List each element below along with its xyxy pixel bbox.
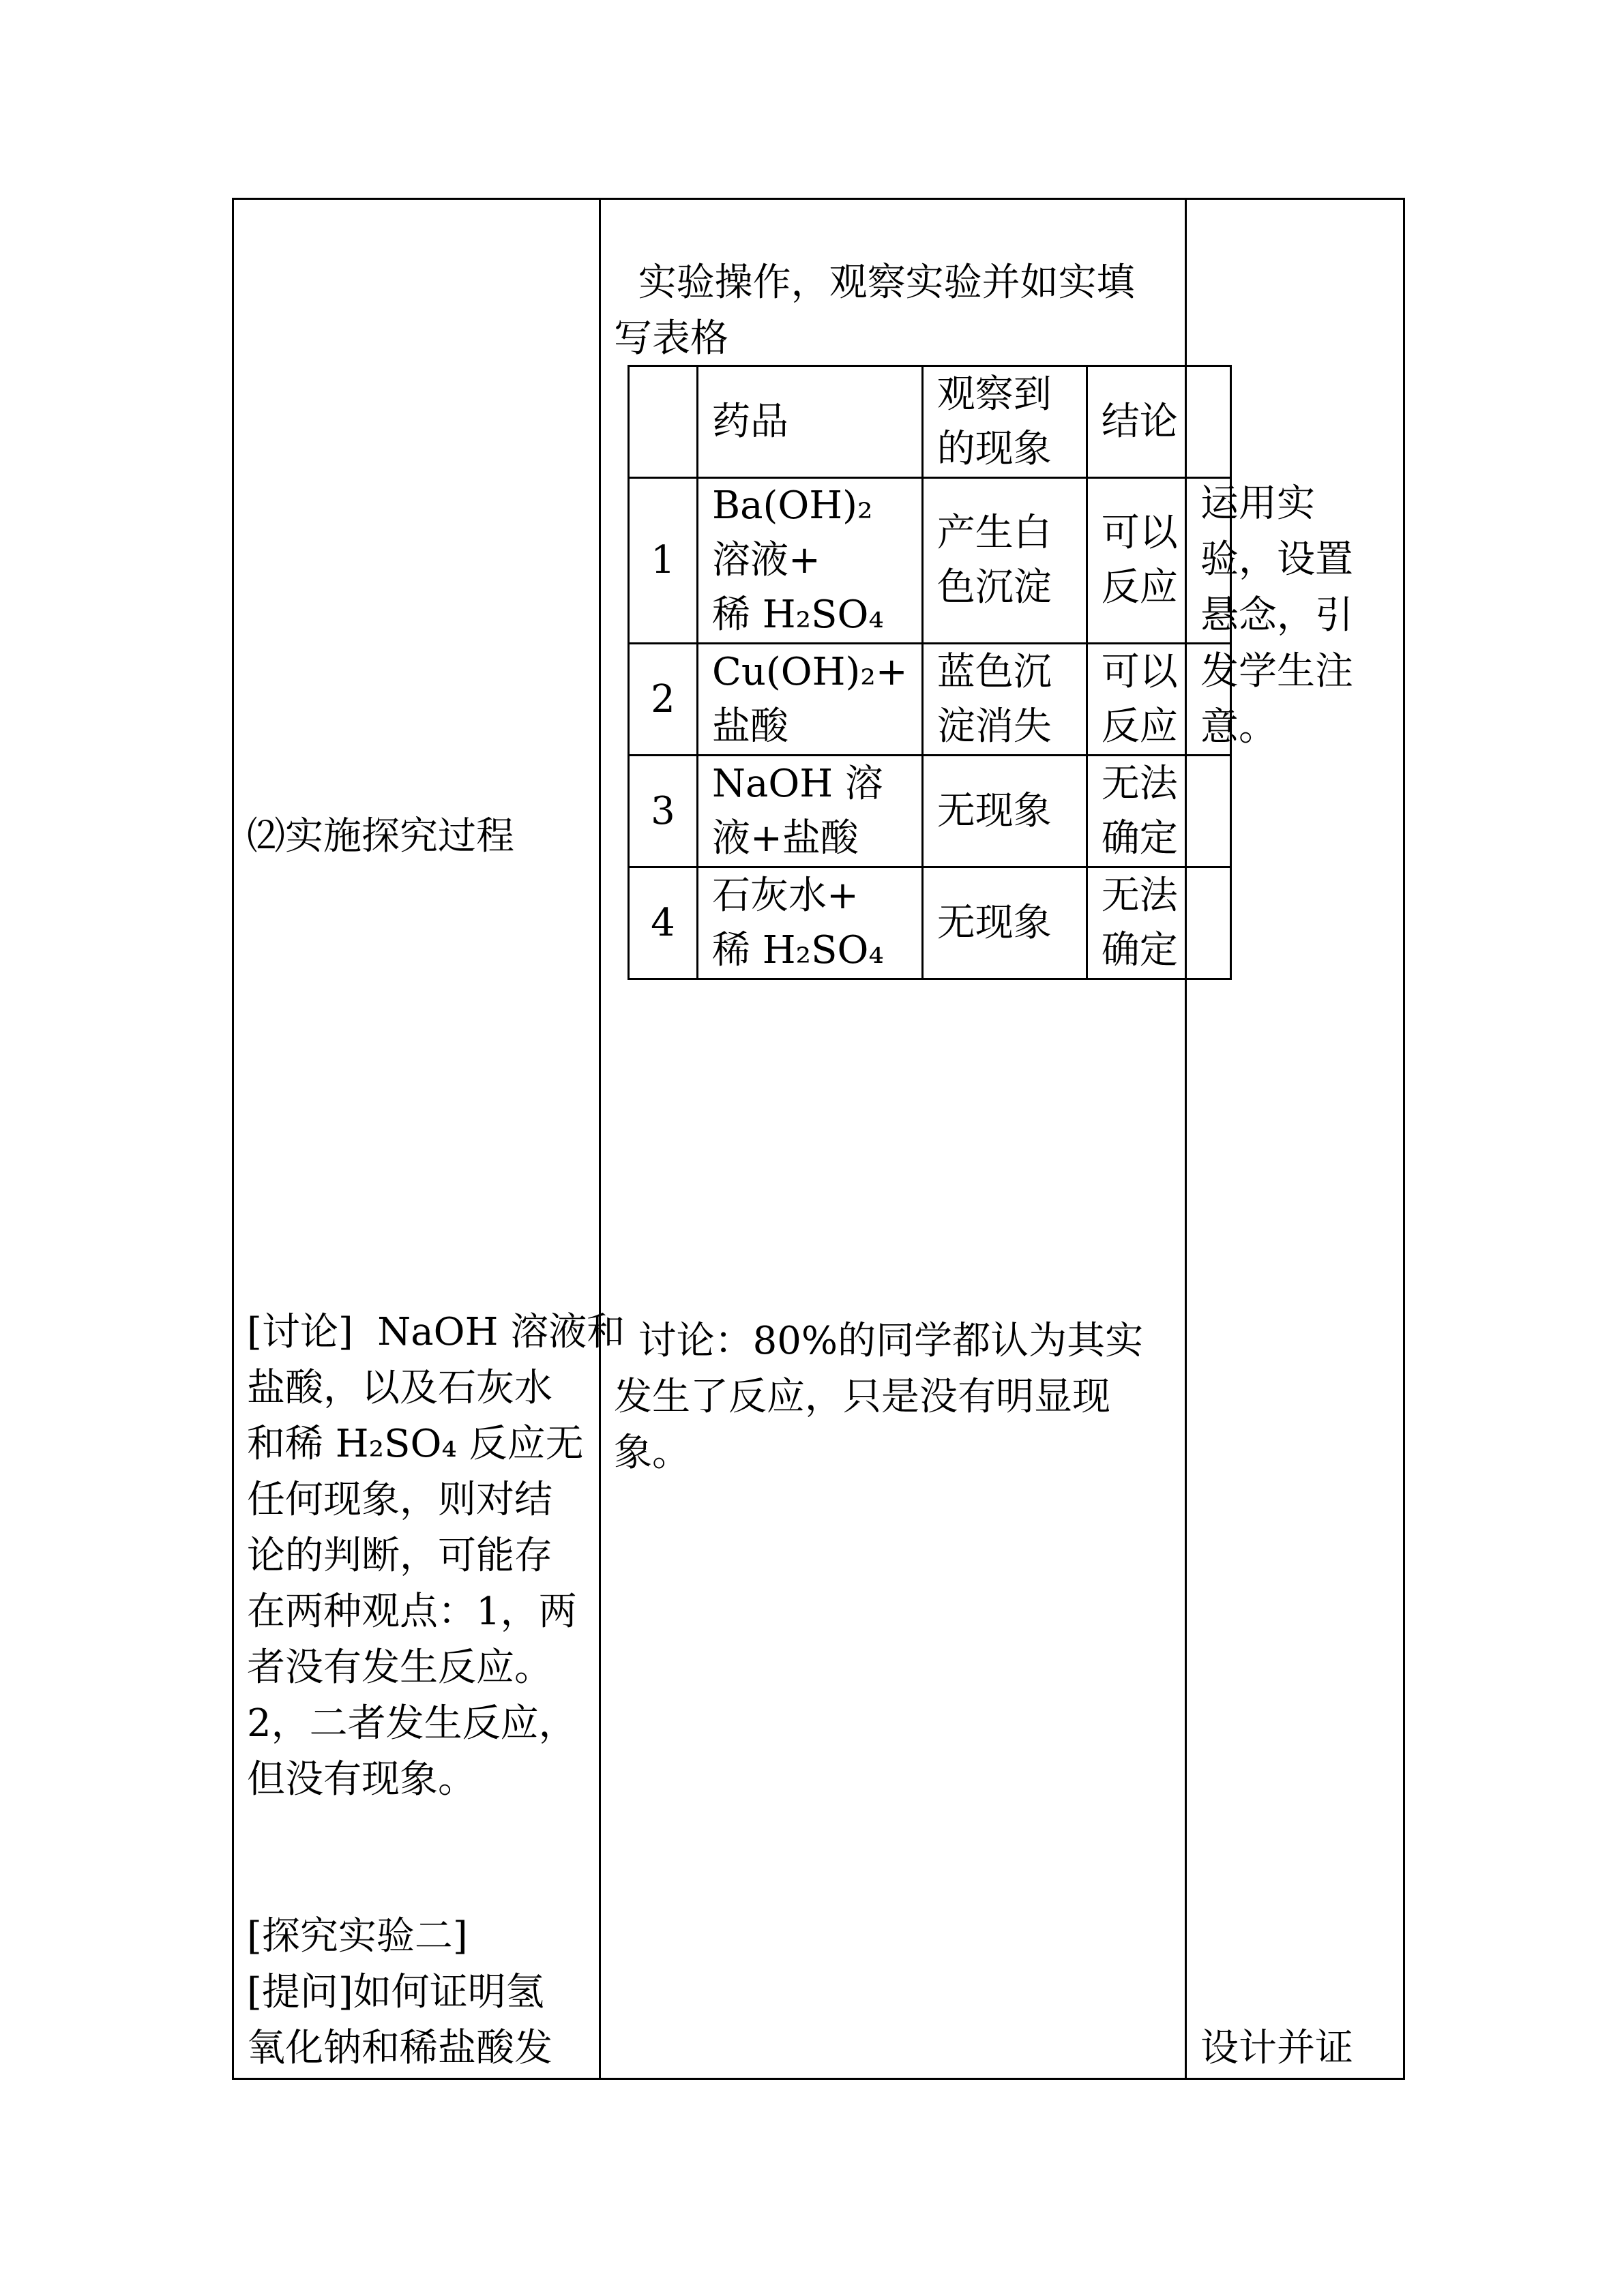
- experiment-table: [628, 365, 1232, 980]
- row-reagent: Cu(OH)₂+ 盐酸: [698, 644, 923, 756]
- discussion-line: 和稀 H₂SO₄ 反应无: [247, 1422, 584, 1466]
- header-cell: [1087, 366, 1230, 478]
- row-conclusion: 无法 确定: [1087, 867, 1230, 979]
- row-conclusion: 无法 确定: [1087, 756, 1230, 867]
- table-bottom-border: [232, 2078, 1405, 2080]
- purpose-line: 验，设置: [1200, 537, 1353, 582]
- middle-discussion-line: 讨论：80%的同学都认为其实: [614, 1319, 1144, 1363]
- row-observation: 无现象: [922, 867, 1087, 979]
- purpose-line: 悬念，引: [1200, 593, 1353, 638]
- middle-discussion-line: 发生了反应，只是没有明显现: [614, 1375, 1110, 1419]
- header-cell: [629, 366, 698, 478]
- discussion-line: 任何现象，则对结: [247, 1478, 552, 1522]
- row-conclusion: 可以 反应: [1087, 644, 1230, 756]
- design-text: 设计并证: [1200, 2026, 1353, 2070]
- row-observation: 产生白 色沉淀: [922, 478, 1087, 644]
- row-number: 3: [629, 756, 698, 867]
- table-row: [629, 478, 1231, 644]
- table-left-border: [232, 198, 234, 2080]
- step-heading: ⑵实施探究过程: [247, 814, 514, 859]
- table-header-row: [629, 366, 1231, 478]
- intro-line: 写表格: [614, 316, 728, 361]
- purpose-line: 意。: [1200, 705, 1277, 749]
- middle-discussion-line: 象。: [614, 1431, 690, 1475]
- header-observation: 观察到 的现象: [936, 372, 1052, 471]
- discussion-line: 盐酸，以及石灰水: [247, 1366, 552, 1410]
- discussion-line: 2，二者发生反应，: [247, 1701, 577, 1746]
- discussion-line: 论的判断，可能存: [247, 1534, 552, 1578]
- row-number: 4: [629, 867, 698, 979]
- inquiry-line: 氧化钠和稀盐酸发: [247, 2026, 552, 2070]
- purpose-line: 运用实: [1200, 481, 1315, 526]
- table-right-border: [1403, 198, 1405, 2080]
- row-reagent: 石灰水+ 稀 H₂SO₄: [698, 867, 923, 979]
- inquiry-line: [提问]如何证明氢: [247, 1970, 544, 2014]
- table-row: [629, 756, 1231, 867]
- table-row: [629, 867, 1231, 979]
- row-reagent: NaOH 溶 液+盐酸: [698, 756, 923, 867]
- purpose-line: 发学生注: [1200, 649, 1353, 694]
- discussion-line: [讨论] NaOH 溶液和: [247, 1310, 625, 1354]
- table-top-border: [232, 198, 1405, 200]
- header-cell: [922, 366, 1087, 478]
- table-row: [629, 644, 1231, 756]
- row-conclusion: 可以 反应: [1087, 478, 1230, 644]
- header-reagent: 药品: [712, 399, 788, 444]
- intro-line: 实验操作，观察实验并如实填: [614, 260, 1135, 305]
- row-reagent: Ba(OH)₂ 溶液+ 稀 H₂SO₄: [698, 478, 923, 644]
- row-observation: 无现象: [922, 756, 1087, 867]
- row-observation: 蓝色沉 淀消失: [922, 644, 1087, 756]
- row-number: 2: [629, 644, 698, 756]
- discussion-line: 在两种观点：1，两: [247, 1590, 577, 1634]
- row-number: 1: [629, 478, 698, 644]
- header-conclusion: 结论: [1101, 399, 1178, 444]
- discussion-line: 但没有现象。: [247, 1757, 476, 1802]
- inquiry-line: [探究实验二]: [247, 1914, 468, 1958]
- discussion-line: 者没有发生反应。: [247, 1645, 552, 1690]
- column-divider-1: [599, 198, 601, 2080]
- header-cell: [698, 366, 923, 478]
